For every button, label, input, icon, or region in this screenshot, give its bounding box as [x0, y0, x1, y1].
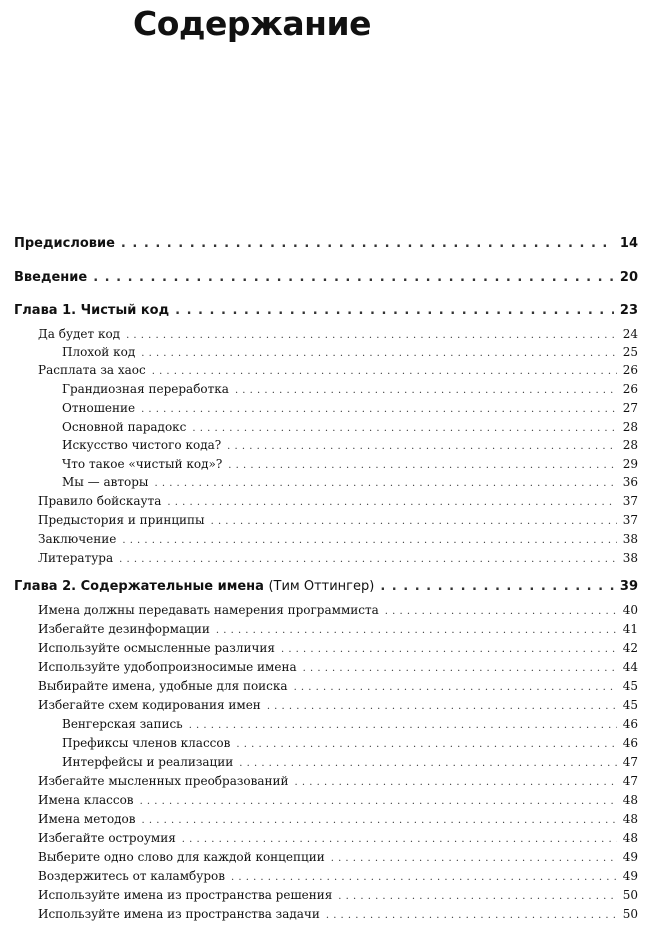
dot-leader	[236, 739, 616, 750]
toc-entry-label: Глава 2. Содержательные имена	[14, 579, 264, 594]
toc-entry-label: Предисловие	[14, 236, 115, 251]
toc-entry-title	[38, 513, 205, 527]
toc-section-row[interactable]	[38, 812, 638, 826]
dot-leader	[182, 834, 617, 845]
toc-entry-title	[62, 420, 186, 434]
dot-leader	[93, 270, 614, 285]
toc-entry-title	[38, 660, 297, 674]
toc-entry-label: Префиксы членов классов	[62, 736, 231, 750]
toc-page-number: 28	[622, 438, 638, 452]
toc-chapter-row[interactable]	[14, 236, 638, 251]
toc-entry-title	[14, 303, 169, 318]
toc-entry-title	[62, 438, 221, 452]
toc-entry-title	[38, 774, 289, 788]
toc-page-number: 48	[622, 831, 638, 845]
toc-page-number: 45	[622, 679, 638, 693]
toc-page-number: 49	[622, 850, 638, 864]
toc-entry-label: Имена методов	[38, 812, 136, 826]
toc-subsection-row[interactable]	[62, 401, 638, 415]
dot-leader	[154, 478, 616, 489]
toc-entry-label: Интерфейсы и реализации	[62, 755, 234, 769]
toc-entry-title	[62, 457, 222, 471]
dot-leader	[267, 701, 617, 712]
toc-entry-label: Да будет код	[38, 327, 121, 341]
toc-page-number: 23	[619, 303, 638, 318]
toc-section-row[interactable]	[38, 850, 638, 864]
toc-entry-title	[62, 401, 135, 415]
toc-entry-title	[38, 831, 176, 845]
dot-leader	[189, 720, 617, 731]
dot-leader	[121, 236, 614, 251]
toc-entry-title	[62, 382, 229, 396]
toc-entry-title	[38, 793, 134, 807]
dot-leader	[338, 891, 616, 902]
toc-entry-label: Избегайте мысленных преобразований	[38, 774, 289, 788]
toc-page-number: 50	[622, 888, 638, 902]
toc-page-number: 25	[622, 345, 638, 359]
dot-leader	[228, 460, 616, 471]
dot-leader	[141, 348, 616, 359]
toc-page-number: 24	[622, 327, 638, 341]
toc-page-number: 48	[622, 812, 638, 826]
toc-subsection-row[interactable]	[62, 475, 638, 489]
dot-leader	[239, 758, 616, 769]
toc-section-row[interactable]	[38, 532, 638, 546]
dot-leader	[126, 330, 617, 341]
dot-leader	[192, 423, 616, 434]
toc-entry-title	[38, 603, 379, 617]
toc-section-row[interactable]	[38, 494, 638, 508]
toc-entry-title	[38, 363, 146, 377]
toc-entry-title	[38, 850, 325, 864]
toc-entry-title	[38, 679, 288, 693]
toc-section-row[interactable]	[38, 793, 638, 807]
dot-leader	[303, 663, 617, 674]
toc-entry-title	[38, 698, 261, 712]
toc-subsection-row[interactable]	[62, 717, 638, 731]
toc-entry-label: Используйте имена из пространства решения	[38, 888, 333, 902]
toc-entry-label: Избегайте схем кодирования имен	[38, 698, 261, 712]
toc-section-row[interactable]	[38, 660, 638, 674]
toc-entry-label: Используйте имена из пространства задачи	[38, 907, 320, 921]
toc-entry-title	[38, 907, 320, 921]
toc-page-number: 29	[622, 457, 638, 471]
toc-page-number: 39	[619, 579, 638, 594]
toc-subsection-row[interactable]	[62, 457, 638, 471]
dot-leader	[142, 815, 617, 826]
toc-entry-label: Плохой код	[62, 345, 136, 359]
toc-section-row[interactable]	[38, 869, 638, 883]
dot-leader	[235, 385, 617, 396]
toc-page-number: 41	[622, 622, 638, 636]
toc-entry-label: Выберите одно слово для каждой концепции	[38, 850, 325, 864]
toc-entry-label: Имена классов	[38, 793, 134, 807]
toc-page-number: 42	[622, 641, 638, 655]
dot-leader	[326, 910, 617, 921]
toc-page-number: 37	[622, 513, 638, 527]
toc-section-row[interactable]	[38, 363, 638, 377]
toc-entry-title	[38, 494, 161, 508]
toc-page-number: 47	[622, 774, 638, 788]
toc-page-number: 26	[622, 363, 638, 377]
dot-leader	[331, 853, 617, 864]
toc-entry-label: Литература	[38, 551, 114, 565]
toc-entry-label: Глава 1. Чистый код	[14, 303, 170, 318]
toc-entry-label: Искусство чистого кода?	[62, 438, 222, 452]
dot-leader	[119, 554, 617, 565]
toc-page-number: 38	[622, 551, 638, 565]
toc-page-number: 36	[622, 475, 638, 489]
toc-entry-label: Венгерская запись	[62, 717, 183, 731]
toc-page-number: 40	[622, 603, 638, 617]
toc-section-row[interactable]	[38, 622, 638, 636]
toc-entry-label: Отношение	[62, 401, 136, 415]
toc-entry-title	[62, 345, 135, 359]
toc-subsection-row[interactable]	[62, 382, 638, 396]
dot-leader	[216, 625, 617, 636]
dot-leader	[281, 644, 617, 655]
toc-entry-label: Введение	[14, 270, 88, 285]
dot-leader	[380, 579, 614, 594]
toc-entry-label: Расплата за хаос	[38, 363, 146, 377]
toc-section-row[interactable]	[38, 774, 638, 788]
toc-entry-author: (Тим Оттингер)	[268, 579, 375, 594]
toc-section-row[interactable]	[38, 551, 638, 565]
toc-page-number: 26	[622, 382, 638, 396]
toc-subsection-row[interactable]	[62, 438, 638, 452]
toc-entry-title	[38, 869, 225, 883]
dot-leader	[141, 404, 617, 415]
toc-entry-label: Имена должны передавать намерения программиста	[38, 603, 379, 617]
toc-entry-title	[14, 579, 374, 594]
toc-entry-title	[38, 622, 210, 636]
dot-leader	[140, 796, 617, 807]
toc-page-number: 28	[622, 420, 638, 434]
toc-entry-title	[38, 551, 113, 565]
toc-section-row[interactable]	[38, 327, 638, 341]
dot-leader	[227, 441, 617, 452]
toc-entry-title	[62, 736, 230, 750]
toc-entry-title	[38, 888, 332, 902]
toc-entry-label: Выбирайте имена, удобные для поиска	[38, 679, 288, 693]
toc-page-number: 44	[622, 660, 638, 674]
toc-section-row[interactable]	[38, 603, 638, 617]
toc-page-number: 14	[619, 236, 638, 251]
toc-entry-label: Воздержитесь от каламбуров	[38, 869, 225, 883]
toc-entry-title	[62, 717, 183, 731]
toc-subsection-row[interactable]	[62, 345, 638, 359]
toc-section-row[interactable]	[38, 698, 638, 712]
toc-entry-label: Избегайте дезинформации	[38, 622, 210, 636]
toc-entry-label: Заключение	[38, 532, 117, 546]
toc-section-row[interactable]	[38, 888, 638, 902]
toc-entry-label: Избегайте остроумия	[38, 831, 176, 845]
toc-section-row[interactable]	[38, 907, 638, 921]
toc-subsection-row[interactable]	[62, 736, 638, 750]
dot-leader	[231, 872, 617, 883]
toc-page-number: 48	[622, 793, 638, 807]
toc-entry-label: Правило бойскаута	[38, 494, 162, 508]
toc-entry-title	[38, 812, 136, 826]
toc-chapter-row[interactable]	[14, 303, 638, 318]
toc-entry-label: Используйте удобопроизносимые имена	[38, 660, 297, 674]
toc-entry-title	[14, 270, 87, 285]
toc-subsection-row[interactable]	[62, 420, 638, 434]
toc-entry-label: Грандиозная переработка	[62, 382, 229, 396]
toc-entry-label: Предыстория и принципы	[38, 513, 205, 527]
dot-leader	[211, 516, 617, 527]
dot-leader	[385, 606, 617, 617]
toc-entry-title	[14, 236, 115, 251]
toc-section-row[interactable]	[38, 641, 638, 655]
toc-page-number: 46	[622, 736, 638, 750]
toc-chapter-row[interactable]	[14, 579, 638, 594]
toc-entry-title	[38, 641, 275, 655]
toc-entry-title	[62, 475, 148, 489]
toc-subsection-row[interactable]	[62, 755, 638, 769]
dot-leader	[295, 777, 617, 788]
toc-page-number: 38	[622, 532, 638, 546]
toc-page-number: 49	[622, 869, 638, 883]
toc-chapter-row[interactable]	[14, 270, 638, 285]
toc-section-row[interactable]	[38, 513, 638, 527]
dot-leader	[122, 535, 616, 546]
toc-page-number: 37	[622, 494, 638, 508]
toc-page-number: 27	[622, 401, 638, 415]
toc-page-number: 47	[622, 755, 638, 769]
toc-entry-label: Что такое «чистый код»?	[62, 457, 223, 471]
toc-entry-label: Мы — авторы	[62, 475, 149, 489]
toc-entry-title	[62, 755, 233, 769]
toc-page-number: 45	[622, 698, 638, 712]
toc-entry-title	[38, 532, 116, 546]
dot-leader	[175, 303, 614, 318]
dot-leader	[294, 682, 617, 693]
toc-page-number: 20	[619, 270, 638, 285]
toc-section-row[interactable]	[38, 831, 638, 845]
toc-entry-label: Используйте осмысленные различия	[38, 641, 275, 655]
page-title: Содержание	[133, 4, 371, 43]
toc-section-row[interactable]	[38, 679, 638, 693]
toc-page-number: 50	[622, 907, 638, 921]
dot-leader	[167, 497, 616, 508]
dot-leader	[152, 366, 617, 377]
toc-page-number: 46	[622, 717, 638, 731]
toc-entry-label: Основной парадокс	[62, 420, 187, 434]
toc-entry-title	[38, 327, 120, 341]
